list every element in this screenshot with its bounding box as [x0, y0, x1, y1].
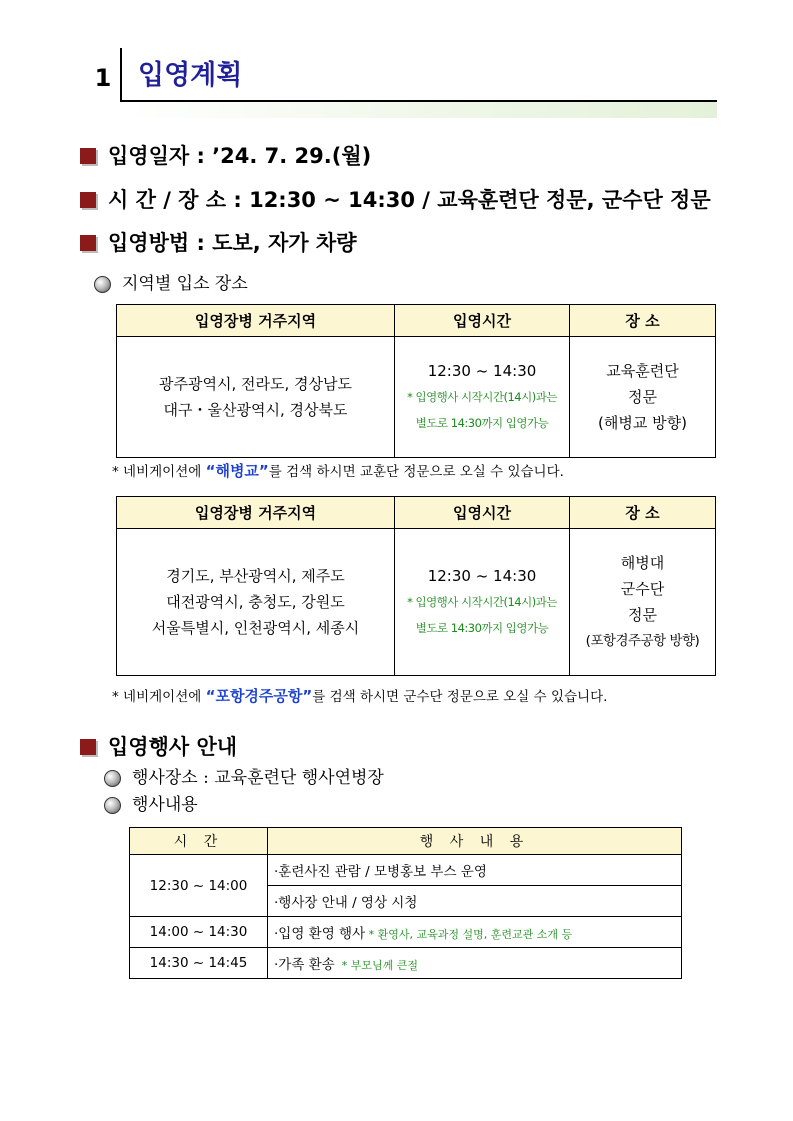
event-item-cell [268, 948, 682, 979]
navigation-note-1 [112, 461, 564, 482]
note-suffix: 를 검색 하시면 교훈단 정문으로 오실 수 있습니다. [268, 464, 564, 480]
place-line: 정문 [628, 388, 657, 406]
section-title: 입영계획 [138, 60, 243, 91]
time-value: 12:30 ~ 14:30 [427, 362, 537, 380]
event-time-cell: 14:00 ~ 14:30 [130, 917, 268, 948]
circle-bullet-icon [104, 770, 121, 787]
note-highlight: “포항경주공항” [205, 687, 313, 705]
header-time: 입영시간 [395, 305, 570, 337]
region-line: 광주광역시, 전라도, 경상남도 [159, 375, 352, 393]
header-event-time: 시 간 [130, 828, 268, 855]
place-line: (해병교 방향) [598, 414, 687, 432]
event-item-cell: ·행사장 안내 / 영상 시청 [268, 886, 682, 917]
entry-date: 입영일자 : ’24. 7. 29.(월) [108, 144, 372, 168]
region-line: 대구・울산광역시, 경상북도 [163, 401, 348, 419]
event-item-cell [268, 917, 682, 948]
event-schedule-table [129, 827, 682, 979]
region-line: 서울특별시, 인천광역시, 세종시 [151, 619, 360, 637]
event-note: * 환영사, 교육과정 설명, 훈련교관 소개 등 [365, 928, 573, 941]
place-line: 군수단 [620, 580, 665, 598]
header-time: 입영시간 [395, 497, 570, 529]
place-line: 정문 [628, 606, 657, 624]
event-item: ·가족 환송 [274, 957, 335, 973]
time-value: 12:30 ~ 14:30 [427, 567, 537, 585]
time-cell [395, 337, 570, 458]
event-heading: 입영행사 안내 [108, 735, 238, 759]
region-cell [117, 337, 395, 458]
place-cell [570, 337, 716, 458]
event-content-label: 행사내용 [132, 795, 198, 815]
event-place: 행사장소 : 교육훈련단 행사연병장 [132, 768, 384, 788]
regional-heading: 지역별 입소 장소 [122, 274, 248, 294]
section-number: 1 [94, 64, 112, 92]
event-item: ·입영 환영 행사 [274, 926, 366, 942]
navigation-note-2 [112, 686, 607, 707]
event-note: * 부모님께 큰절 [334, 959, 418, 972]
regional-table-2 [116, 496, 716, 676]
note-suffix: 를 검색 하시면 군수단 정문으로 오실 수 있습니다. [312, 689, 608, 705]
header-region: 입영장병 거주지역 [117, 497, 395, 529]
place-cell [570, 529, 716, 676]
place-line: 교육훈련단 [606, 362, 679, 380]
note-prefix: * 네비게이션에 [112, 464, 206, 480]
event-time-cell: 14:30 ~ 14:45 [130, 948, 268, 979]
note-prefix: * 네비게이션에 [112, 689, 206, 705]
event-item-cell: ·훈련사진 관람 / 모병홍보 부스 운영 [268, 855, 682, 886]
region-line: 대전광역시, 충청도, 강원도 [166, 593, 345, 611]
circle-bullet-icon [104, 797, 121, 814]
regional-table-1 [116, 304, 716, 458]
section-underline-shade [122, 102, 717, 118]
place-line: (포항경주공항 방향) [585, 633, 700, 649]
square-bullet-icon [80, 235, 96, 251]
header-event-content: 행 사 내 용 [268, 828, 682, 855]
header-region: 입영장병 거주지역 [117, 305, 395, 337]
time-note: * 입영행사 시작시간(14시)과는 [407, 390, 557, 404]
header-place: 장 소 [570, 305, 716, 337]
time-cell [395, 529, 570, 676]
region-cell [117, 529, 395, 676]
time-note: * 입영행사 시작시간(14시)과는 [407, 595, 557, 609]
circle-bullet-icon [94, 276, 111, 293]
square-bullet-icon [80, 192, 96, 208]
square-bullet-icon [80, 148, 96, 164]
header-place: 장 소 [570, 497, 716, 529]
time-note: 별도로 14:30까지 입영가능 [415, 621, 549, 635]
entry-time-place: 시 간 / 장 소 : 12:30 ~ 14:30 / 교육훈련단 정문, 군수단 정문 [108, 188, 711, 212]
section-divider-vertical [120, 48, 122, 102]
place-line: 해병대 [620, 554, 665, 572]
note-highlight: “해병교” [205, 462, 269, 480]
square-bullet-icon [80, 739, 96, 755]
event-time-cell: 12:30 ~ 14:00 [130, 855, 268, 917]
region-line: 경기도, 부산광역시, 제주도 [166, 567, 345, 585]
entry-method: 입영방법 : 도보, 자가 차량 [108, 231, 357, 255]
time-note: 별도로 14:30까지 입영가능 [415, 416, 549, 430]
